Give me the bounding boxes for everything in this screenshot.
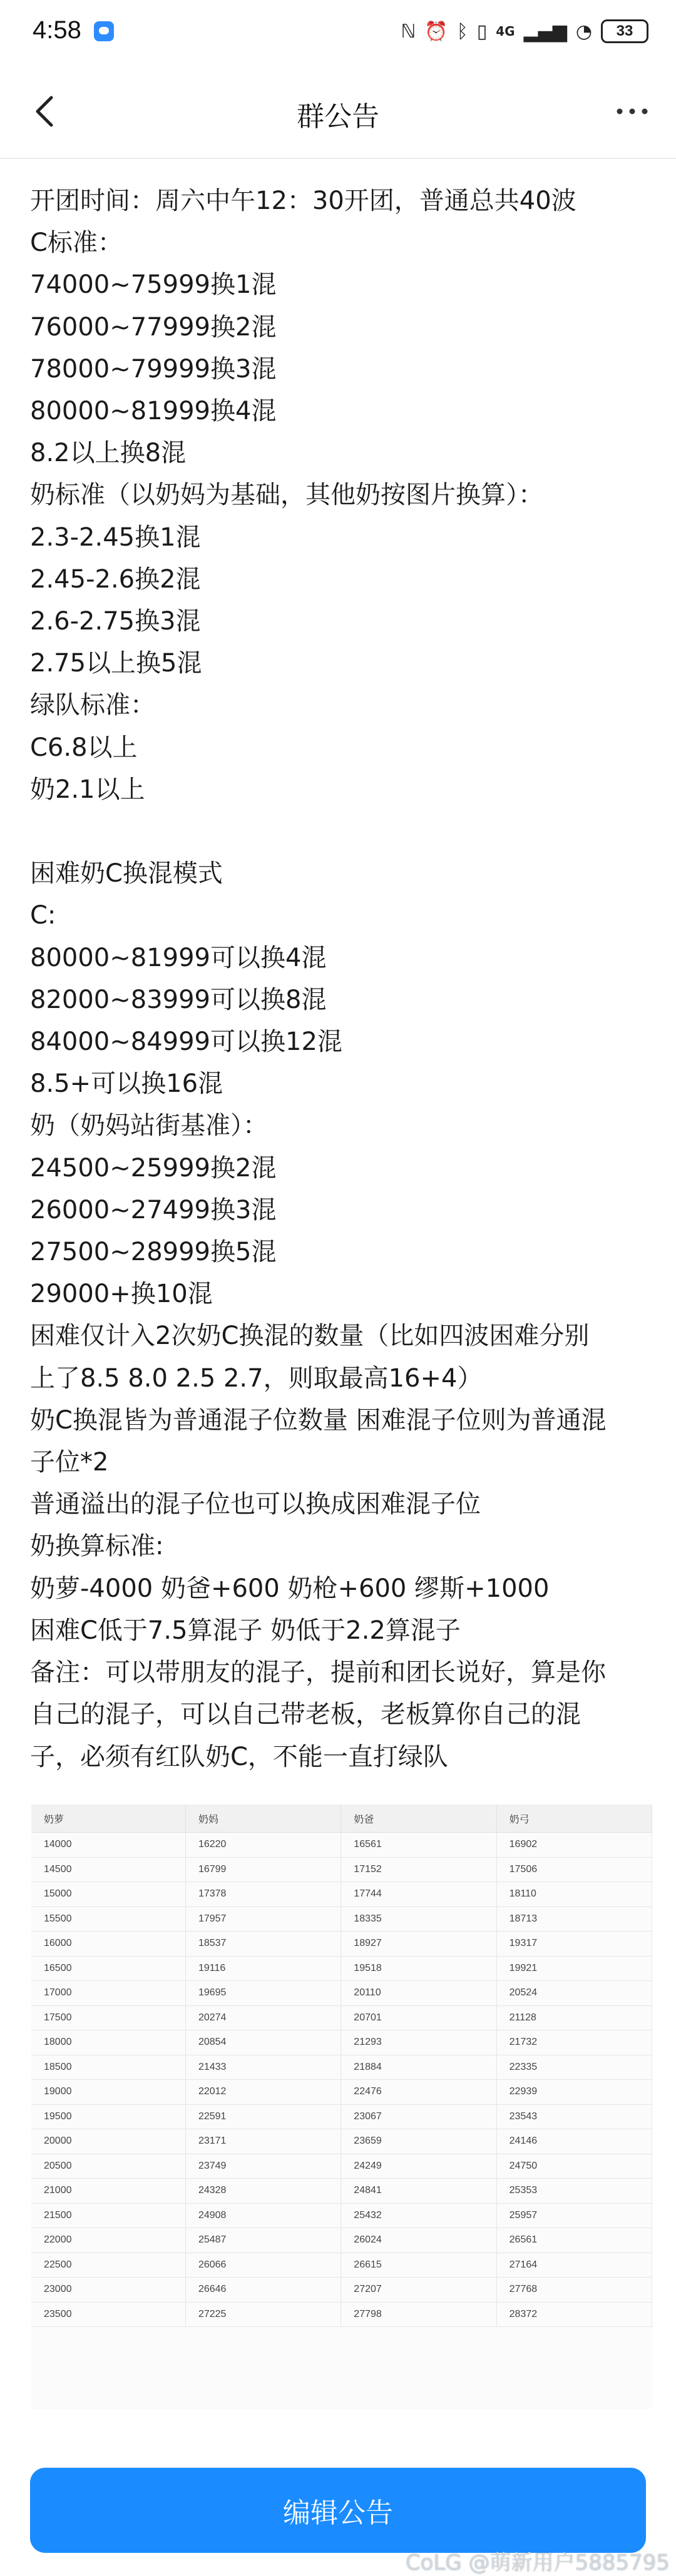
announcement-line: 76000~77999换2混 <box>30 312 277 342</box>
table-cell: 21128 <box>496 2005 652 2030</box>
table-row <box>31 2179 652 2204</box>
announcement-line: 困难奶C换混模式 <box>30 859 223 888</box>
table-cell: 23659 <box>341 2129 496 2154</box>
table-cell: 25957 <box>496 2203 652 2228</box>
table-cell: 23500 <box>31 2302 185 2327</box>
table-row <box>31 1833 652 1858</box>
table-cell: 17000 <box>31 1981 185 2006</box>
table-cell: 18713 <box>496 1907 652 1932</box>
announcement-line: 子，必须有红队奶C，不能一直打绿队 <box>30 1742 448 1771</box>
table-row <box>31 2228 652 2253</box>
table-cell: 22335 <box>496 2055 652 2080</box>
table-cell: 20500 <box>31 2154 185 2179</box>
table-cell: 23543 <box>496 2104 652 2129</box>
table-row <box>31 2030 652 2055</box>
table-cell: 22939 <box>496 2080 652 2105</box>
table-row <box>31 2302 652 2327</box>
status-time: 4:58 <box>33 16 81 44</box>
table-cell: 19317 <box>496 1932 652 1957</box>
table-header-row <box>31 1805 652 1833</box>
vibrate-icon: ▯ <box>476 20 488 43</box>
announcement-line: 上了8.5 8.0 2.5 2.7，则取最高16+4） <box>30 1363 483 1393</box>
table-cell: 24750 <box>496 2154 652 2179</box>
table-cell: 27207 <box>341 2278 496 2303</box>
table-cell: 18110 <box>496 1882 652 1907</box>
table-cell: 21293 <box>341 2030 496 2055</box>
bluetooth-icon: ᛒ <box>456 20 468 43</box>
announcement-line: 26000~27499换3混 <box>30 1195 277 1224</box>
announcement-line: C标准： <box>30 228 123 258</box>
table-cell: 24841 <box>341 2179 496 2204</box>
announcement-line: 2.45-2.6换2混 <box>30 564 201 594</box>
table-cell: 24146 <box>496 2129 652 2154</box>
table-cell: 27768 <box>496 2278 652 2303</box>
announcement-line: 绿队标准： <box>30 691 155 720</box>
table-cell: 14500 <box>31 1857 185 1882</box>
table-row <box>31 2129 652 2154</box>
table-cell: 24328 <box>185 2179 341 2204</box>
table-row <box>31 1981 652 2006</box>
table-row <box>31 2104 652 2129</box>
table-row <box>31 2154 652 2179</box>
signal-icon: ▂▄▆ <box>523 20 567 43</box>
battery-level: 33 <box>616 23 633 39</box>
table-cell: 27164 <box>496 2253 652 2278</box>
table-cell: 16561 <box>341 1833 496 1858</box>
table-cell: 22591 <box>185 2104 341 2129</box>
watermark: CoLG @萌新用户5885795 <box>405 2550 670 2575</box>
table-cell: 17152 <box>341 1857 496 1882</box>
table-cell: 21884 <box>341 2055 496 2080</box>
table-cell: 16000 <box>31 1932 185 1957</box>
table-row <box>31 1907 652 1932</box>
table-cell: 19518 <box>341 1956 496 1981</box>
table-header-cell: 奶弓 <box>496 1805 652 1833</box>
announcement-line: 84000~84999可以换12混 <box>30 1027 342 1057</box>
announcement-line: 78000~79999换3混 <box>30 354 277 384</box>
table-cell: 26024 <box>341 2228 496 2253</box>
announcement-line: 奶萝-4000 奶爸+600 奶枪+600 缪斯+1000 <box>30 1574 550 1603</box>
page-title: 群公告 <box>297 101 379 133</box>
announcement-line: 8.2以上换8混 <box>30 439 187 468</box>
table-cell: 16902 <box>496 1833 652 1858</box>
table-row <box>31 1857 652 1882</box>
nfc-icon: ℕ <box>401 20 416 43</box>
announcement-line: 74000~75999换1混 <box>30 270 277 300</box>
table-cell: 24908 <box>185 2203 341 2228</box>
wifi-icon: ◔ <box>575 20 592 43</box>
announcement-line: 自己的混子，可以自己带老板，老板算你自己的混 <box>30 1700 581 1729</box>
announcement-line: 2.75以上换5混 <box>30 649 202 678</box>
table-cell: 16500 <box>31 1956 185 1981</box>
table-cell: 26561 <box>496 2228 652 2253</box>
table-cell: 17744 <box>341 1882 496 1907</box>
table-cell: 21732 <box>496 2030 652 2055</box>
table-cell: 23749 <box>185 2154 341 2179</box>
announcement-line: 27500~28999换5混 <box>30 1238 277 1267</box>
announcement-line: 2.3-2.45换1混 <box>30 522 201 552</box>
table-cell: 18000 <box>31 2030 185 2055</box>
announcement-line: 24500~25999换2混 <box>30 1153 277 1183</box>
table-cell: 27225 <box>185 2302 341 2327</box>
table-cell: 22012 <box>185 2080 341 2105</box>
announcement-line: 奶2.1以上 <box>30 775 145 804</box>
table-cell: 18335 <box>341 1907 496 1932</box>
table-cell: 22500 <box>31 2253 185 2278</box>
table-cell: 20854 <box>185 2030 341 2055</box>
table-cell: 18537 <box>185 1932 341 1957</box>
announcement-line: 困难仅计入2次奶C换混的数量（比如四波困难分别 <box>30 1321 590 1351</box>
table-row <box>31 2253 652 2278</box>
network-type: 4G <box>496 24 515 39</box>
table-cell: 15500 <box>31 1907 185 1932</box>
status-icons <box>401 18 648 45</box>
table-cell: 15000 <box>31 1882 185 1907</box>
table-header-cell: 奶萝 <box>31 1805 185 1833</box>
table-cell: 25432 <box>341 2203 496 2228</box>
more-options-icon[interactable] <box>613 99 651 124</box>
table-row <box>31 1956 652 1981</box>
healer-conversion-table-image <box>31 1805 652 2409</box>
announcement-line: 8.5+可以换16混 <box>30 1069 223 1099</box>
table-header-cell: 奶爸 <box>341 1805 496 1833</box>
table-cell: 19116 <box>185 1956 341 1981</box>
announcement-line: 奶C换混皆为普通混子位数量 困难混子位则为普通混 <box>30 1405 607 1435</box>
table-row <box>31 2203 652 2228</box>
announcement-line: 80000~81999可以换4混 <box>30 943 327 972</box>
announcement-line: 奶换算标准: <box>30 1532 164 1561</box>
table-cell: 24249 <box>341 2154 496 2179</box>
table-cell: 19000 <box>31 2080 185 2105</box>
table-cell: 20274 <box>185 2005 341 2030</box>
table-cell: 19921 <box>496 1956 652 1981</box>
table-cell: 19500 <box>31 2104 185 2129</box>
table-row <box>31 2278 652 2303</box>
announcement-line: 奶标准（以奶妈为基础，其他奶按图片换算）： <box>30 481 543 510</box>
announcement-line: 29000+换10混 <box>30 1280 213 1309</box>
announcement-content <box>30 180 656 1778</box>
table-cell: 21433 <box>185 2055 341 2080</box>
table-cell: 18500 <box>31 2055 185 2080</box>
table-row <box>31 2005 652 2030</box>
table-cell: 20000 <box>31 2129 185 2154</box>
announcement-line: 80000~81999换4混 <box>30 397 277 426</box>
edit-announcement-button[interactable]: 编辑公告 <box>30 2468 646 2553</box>
table-cell: 20110 <box>341 1981 496 2006</box>
table-row <box>31 2055 652 2080</box>
conversion-table <box>31 1805 652 2327</box>
table-cell: 26646 <box>185 2278 341 2303</box>
announcement-line: 备注：可以带朋友的混子，提前和团长说好，算是你 <box>30 1658 606 1688</box>
table-cell: 18927 <box>341 1932 496 1957</box>
table-cell: 25487 <box>185 2228 341 2253</box>
table-cell: 28372 <box>496 2302 652 2327</box>
table-cell: 26615 <box>341 2253 496 2278</box>
table-row <box>31 2080 652 2105</box>
table-cell: 23067 <box>341 2104 496 2129</box>
announcement-line: 82000~83999可以换8混 <box>30 985 327 1014</box>
announcement-line: 开团时间：周六中午12：30开团，普通总共40波 <box>30 186 576 215</box>
table-cell: 23000 <box>31 2278 185 2303</box>
table-cell: 22000 <box>31 2228 185 2253</box>
announcement-line: 子位*2 <box>30 1448 109 1477</box>
announcement-line: 困难C低于7.5算混子 奶低于2.2算混子 <box>30 1616 461 1645</box>
table-cell: 14000 <box>31 1833 185 1858</box>
announcement-line: 2.6-2.75换3混 <box>30 607 201 636</box>
table-cell: 21000 <box>31 2179 185 2204</box>
table-cell: 17500 <box>31 2005 185 2030</box>
table-cell: 19695 <box>185 1981 341 2006</box>
announcement-line: 普通溢出的混子位也可以换成困难混子位 <box>30 1490 481 1519</box>
table-cell: 22476 <box>341 2080 496 2105</box>
table-header-cell: 奶妈 <box>185 1805 341 1833</box>
table-row <box>31 1932 652 1957</box>
table-cell: 21500 <box>31 2203 185 2228</box>
table-cell: 16799 <box>185 1857 341 1882</box>
table-cell: 16220 <box>185 1833 341 1858</box>
table-cell: 25353 <box>496 2179 652 2204</box>
battery-icon <box>601 19 648 43</box>
table-row <box>31 1882 652 1907</box>
table-cell: 20524 <box>496 1981 652 2006</box>
table-cell: 20701 <box>341 2005 496 2030</box>
alarm-icon: ⏰ <box>424 20 448 43</box>
message-notification-icon <box>94 21 114 41</box>
announcement-line: 奶（奶妈站街基准）： <box>30 1111 268 1141</box>
title-bar <box>0 65 676 159</box>
table-cell: 17378 <box>185 1882 341 1907</box>
table-cell: 17506 <box>496 1857 652 1882</box>
announcement-line: C6.8以上 <box>30 733 138 762</box>
announcement-line: C: <box>30 901 56 930</box>
table-cell: 23171 <box>185 2129 341 2154</box>
status-bar <box>0 0 676 65</box>
announcement-line <box>30 811 656 853</box>
table-cell: 17957 <box>185 1907 341 1932</box>
table-cell: 26066 <box>185 2253 341 2278</box>
table-cell: 27798 <box>341 2302 496 2327</box>
